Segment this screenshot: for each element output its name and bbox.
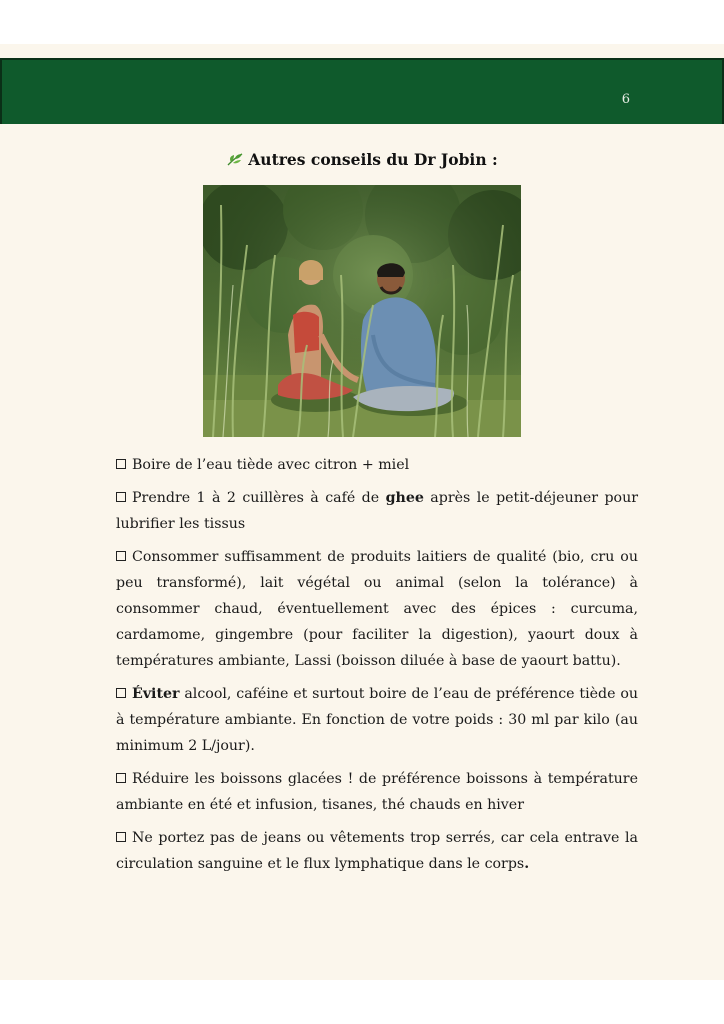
- top-margin: [0, 0, 724, 44]
- meditation-photo: [203, 185, 521, 437]
- checkbox-icon: [116, 832, 126, 842]
- checkbox-icon: [116, 459, 126, 469]
- list-item: Ne portez pas de jeans ou vêtements trop serrés, car cela entrave la circulation sanguine et le flux lymphatique dans le corps.: [116, 830, 638, 872]
- checkbox-icon: [116, 688, 126, 698]
- page-number: 6: [621, 92, 630, 107]
- header-band: [0, 58, 724, 124]
- section-title: [0, 150, 724, 169]
- checkbox-icon: [116, 492, 126, 502]
- emphasis: Éviter: [132, 686, 180, 702]
- tips-list: [116, 452, 638, 884]
- checkbox-icon: [116, 773, 126, 783]
- list-item: Prendre 1 à 2 cuillères à café de ghee après le petit-déjeuner pour lubrifier les tissus: [116, 490, 638, 532]
- emphasis: ghee: [385, 490, 424, 506]
- emphasis: .: [524, 856, 530, 872]
- list-item: Consommer suffisamment de produits laitiers de qualité (bio, cru ou peu transformé), lait végétal ou animal (selon la tolérance) à consommer chaud, éventuellement avec des épices : curcuma, cardamome, gingembre (pour faciliter la digestion), yaourt doux à températures ambiante, Lassi (boisson diluée à base de yaourt battu).: [116, 549, 638, 669]
- bottom-margin: [0, 980, 724, 1024]
- checkbox-icon: [116, 551, 126, 561]
- meditation-photo-illustration: [203, 185, 521, 437]
- list-item: Éviter alcool, caféine et surtout boire de l’eau de préférence tiède ou à température ambiante. En fonction de votre poids : 30 ml par kilo (au minimum 2 L/jour).: [116, 686, 638, 754]
- list-item: Réduire les boissons glacées ! de préférence boissons à température ambiante en été et infusion, tisanes, thé chauds en hiver: [116, 771, 638, 813]
- section-title-text: Autres conseils du Dr Jobin :: [248, 150, 498, 169]
- list-item: Boire de l’eau tiède avec citron + miel: [116, 452, 638, 478]
- leaf-icon: [226, 152, 244, 166]
